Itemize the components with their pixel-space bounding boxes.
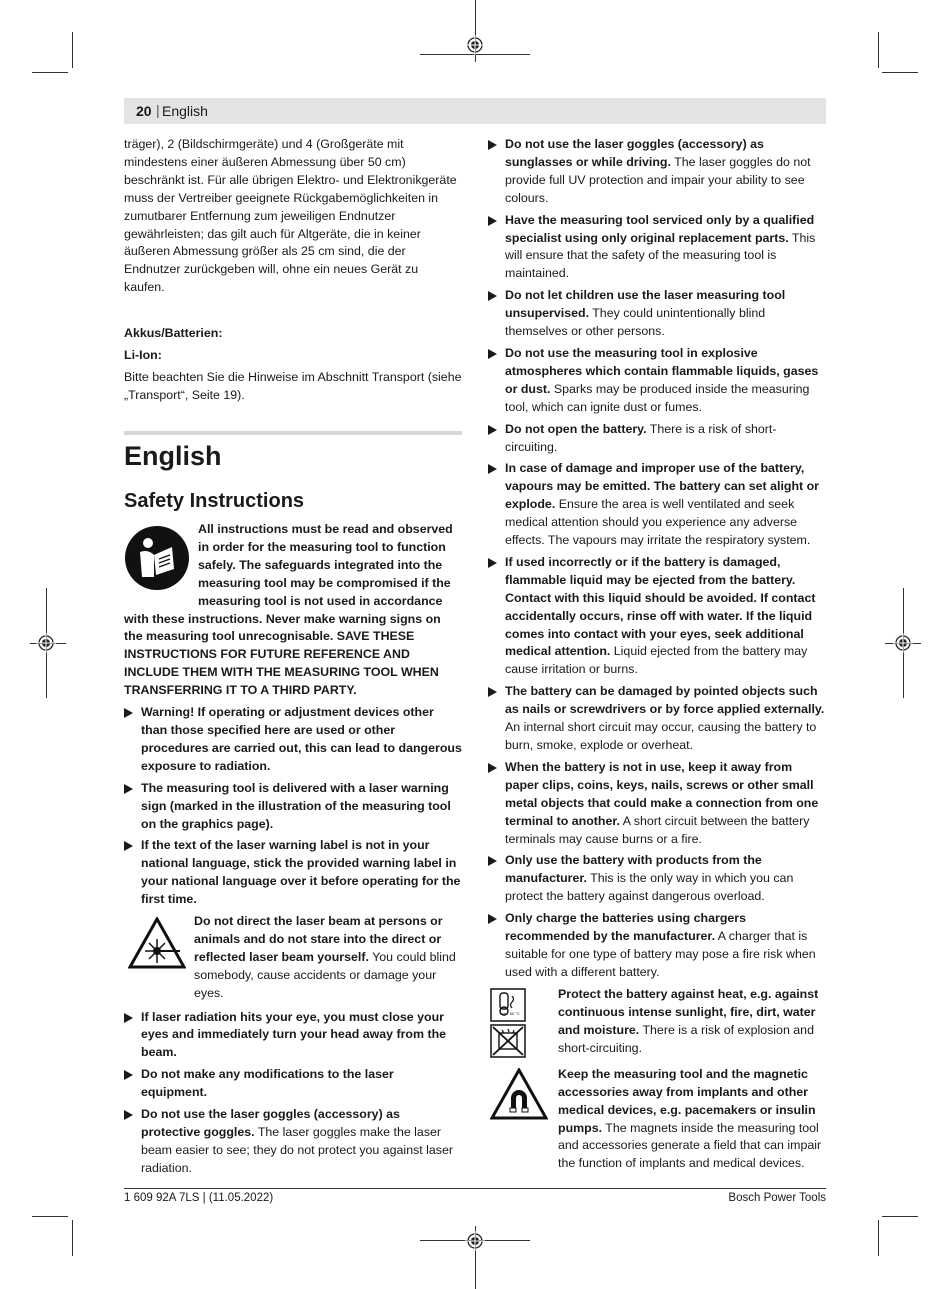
bullet-bold: Do not make any modifications to the laser equipment.	[141, 1067, 394, 1100]
registration-mark-icon	[465, 35, 485, 55]
bullet-item	[124, 1066, 462, 1102]
publisher-name: Bosch Power Tools	[728, 1192, 826, 1204]
bullet-item	[488, 554, 826, 679]
bullet-arrow-icon	[488, 914, 497, 924]
bullet-text: The laser goggles do not provide full UV protection and impair your ability to see colours.	[505, 154, 811, 205]
bullet-bold: Do not use the laser goggles (accessory) as protective goggles.	[141, 1107, 400, 1139]
bullet-item	[124, 704, 462, 776]
bullet-arrow-icon	[488, 140, 497, 150]
german-disposal-text	[124, 136, 462, 405]
bullet-bold: When the battery is not in use, keep it away from paper clips, coins, keys, nails, screws or other small metal objects that could make a connection from one terminal to another.	[505, 759, 819, 828]
bullet-bold: Do not let children use the laser measuring tool unsupervised.	[505, 288, 786, 321]
bullet-arrow-icon	[124, 784, 133, 794]
bullet-arrow-icon	[124, 1013, 133, 1023]
no-water-icon	[490, 1024, 526, 1058]
bullet-text: This is the only way in which you can protect the battery against dangerous overload.	[505, 871, 794, 904]
bullet-bold: Do not use the measuring tool in explosive atmospheres which contain flammable liquids, gases or dust.	[505, 345, 819, 396]
liion-text: Bitte beachten Sie die Hinweise im Abschnitt Transport (siehe „Transport“, Seite 19).	[124, 369, 462, 402]
bullet-item	[124, 837, 462, 909]
laser-warning-text: You could blind somebody, cause accidents or damage your eyes.	[194, 949, 456, 1000]
bullet-bold: Do not open the battery.	[505, 421, 647, 436]
bullet-arrow-icon	[124, 841, 133, 851]
bullet-arrow-icon	[488, 464, 497, 474]
bullet-text: An internal short circuit may occur, causing the battery to burn, smoke, explode or overheat.	[505, 720, 817, 752]
bullet-text: They could unintentionally blind themselves or other persons.	[505, 306, 766, 339]
bullet-text: A charger that is suitable for one type of battery may pose a fire risk when used with a different battery.	[505, 929, 816, 979]
german-paragraph: träger), 2 (Bildschirmgeräte) und 4 (Großgeräte mit mindestens einer äußeren Abmessung über 50 cm) beschränkt ist. Für alle übrigen Elektro- und Elektronikgeräte muss der Vertreiber geeignete Rückgabemöglichkeiten in zumutbarer Entfernung zum jeweiligen Endnutzer gewährleisten; das gilt auch für Altgeräte, die in keiner äußeren Abmessung größer als 25 cm sind, die der Endnutzer zurückgeben will, ohne ein neues Gerät zu kaufen.	[124, 137, 457, 295]
bullet-text: Liquid ejected from the battery may cause irritation or burns.	[505, 644, 808, 677]
bullet-item	[124, 780, 462, 834]
bullet-bold: Do not use the laser goggles (accessory) as sunglasses or while driving.	[505, 137, 764, 169]
heat-warning-text: There is a risk of explosion and short-circuiting.	[558, 1022, 814, 1055]
bullet-text: A short circuit between the battery terminals may cause burns or a fire.	[505, 813, 810, 846]
registration-mark-icon	[465, 1231, 485, 1251]
bullet-arrow-icon	[124, 1110, 133, 1120]
registration-mark-icon	[36, 633, 56, 653]
bullet-bold: If laser radiation hits your eye, you must close your eyes and immediately turn your head away from the beam.	[141, 1009, 447, 1060]
footer-divider	[124, 1188, 826, 1189]
header-separator: |	[156, 102, 160, 118]
bullet-item	[488, 421, 826, 457]
bullet-arrow-icon	[488, 687, 497, 697]
bullet-item	[488, 460, 826, 550]
laser-warning-block	[124, 913, 462, 1003]
heat-warning-bold: Protect the battery against heat, e.g. against continuous intense sunlight, fire, dirt, water and moisture.	[558, 986, 819, 1037]
bullet-item	[488, 287, 826, 341]
bullet-arrow-icon	[488, 291, 497, 301]
akkus-heading: Akkus/Batterien:	[124, 326, 223, 341]
laser-warning-bold: Do not direct the laser beam at persons or animals and do not stare into the direct or reflected laser beam yourself.	[194, 914, 443, 964]
bullet-arrow-icon	[488, 216, 497, 226]
bullet-text: The laser goggles make the laser beam easier to see; they do not protect you against laser radiation.	[141, 1125, 454, 1175]
bullet-text: There is a risk of short-circuiting.	[505, 421, 777, 454]
bullet-item	[488, 212, 826, 284]
bullet-arrow-icon	[124, 708, 133, 718]
bullet-bold: The measuring tool is delivered with a laser warning sign (marked in the illustration of the measuring tool on the graphics page).	[141, 780, 451, 831]
bullet-bold: Only use the battery with products from the manufacturer.	[505, 853, 762, 886]
crop-mark	[882, 72, 918, 73]
safety-left-column	[124, 521, 462, 1182]
crop-mark	[882, 1216, 918, 1217]
bullet-item	[488, 345, 826, 417]
bullet-item	[488, 910, 826, 982]
crop-mark	[32, 72, 68, 73]
bullet-arrow-icon	[488, 425, 497, 435]
bullet-arrow-icon	[488, 349, 497, 359]
safety-intro-text: All instructions must be read and observed in order for the measuring tool to function safely. The safeguards integrated into the measuring tool may be compromised if the measuring tool is not used in accordance with these instructions. Never make warning signs on the measuring tool unrecognisable. SAVE THESE INSTRUCTIONS FOR FUTURE REFERENCE AND INCLUDE THEM WITH THE MEASURING TOOL WHEN TRANSFERRING IT TO A THIRD PARTY.	[124, 522, 453, 698]
bullet-item	[124, 1106, 462, 1178]
bullet-text: Sparks may be produced inside the measuring tool, which can ignite dust or fumes.	[505, 381, 810, 414]
bullet-bold: If the text of the laser warning label is not in your national language, stick the provided warning label in your national language over it before operating for the first time.	[141, 838, 461, 907]
heat-warning-block	[488, 986, 826, 1058]
icon-float-spacer	[124, 521, 198, 595]
magnet-warning-bold: Keep the measuring tool and the magnetic accessories away from implants and other medical devices, e.g. pacemakers or insulin pumps.	[558, 1066, 816, 1135]
crop-mark	[878, 32, 879, 68]
page-number: 20	[136, 103, 152, 119]
bullet-arrow-icon	[124, 1070, 133, 1080]
subsection-title: Safety Instructions	[124, 490, 305, 512]
crop-mark	[32, 1216, 68, 1217]
bullet-bold: Warning! If operating or adjustment devices other than those specified here are used or other procedures are carried out, this can lead to dangerous exposure to radiation.	[141, 705, 462, 773]
temperature-label: max. 60 °C	[500, 1010, 520, 1016]
bullet-item	[124, 1009, 462, 1063]
bullet-item	[488, 759, 826, 849]
bullet-text: This will ensure that the safety of the measuring tool is maintained.	[505, 230, 816, 281]
bullet-arrow-icon	[488, 763, 497, 773]
magnet-warning-icon	[490, 1068, 548, 1120]
bullet-bold: The battery can be damaged by pointed objects such as nails or screwdrivers or by force applied externally.	[505, 684, 825, 717]
laser-warning-icon	[128, 917, 186, 969]
crop-mark	[878, 1220, 879, 1256]
magnet-warning-block	[488, 1066, 826, 1173]
crop-mark	[72, 1220, 73, 1256]
bullet-arrow-icon	[488, 856, 497, 866]
bullet-bold: Only charge the batteries using chargers recommended by the manufacturer.	[505, 911, 747, 944]
bullet-item	[488, 136, 826, 208]
document-number: 1 609 92A 7LS | (11.05.2022)	[124, 1192, 274, 1204]
section-title: English	[124, 441, 222, 471]
crop-mark	[72, 32, 73, 68]
section-divider	[124, 431, 462, 435]
bullet-item	[488, 852, 826, 906]
liion-heading: Li-Ion:	[124, 348, 162, 363]
bullet-bold: If used incorrectly or if the battery is damaged, flammable liquid may be ejected from the battery. Contact with this liquid should be avoided. If contact accidentally occurs, rinse off with water. If the liquid comes into contact with your eyes, seek additional medical attention.	[505, 554, 816, 659]
magnet-warning-text: The magnets inside the measuring tool and accessories generate a field that can impair the function of implants and medical devices.	[558, 1120, 822, 1171]
temperature-limit-icon	[490, 988, 526, 1022]
bullet-arrow-icon	[488, 558, 497, 568]
bullet-bold: In case of damage and improper use of the battery, vapours may be emitted. The battery can set alight or explode.	[505, 461, 819, 512]
page-header	[124, 98, 826, 124]
bullet-item	[488, 683, 826, 755]
safety-right-column	[488, 136, 826, 1173]
bullet-text: Ensure the area is well ventilated and seek medical attention should you experience any adverse effects. The vapours may irritate the respiratory system.	[505, 497, 811, 548]
safety-intro	[124, 521, 462, 700]
header-language: English	[162, 103, 208, 119]
bullet-bold: Have the measuring tool serviced only by a qualified specialist using only original replacement parts.	[505, 212, 815, 245]
registration-mark-icon	[893, 633, 913, 653]
